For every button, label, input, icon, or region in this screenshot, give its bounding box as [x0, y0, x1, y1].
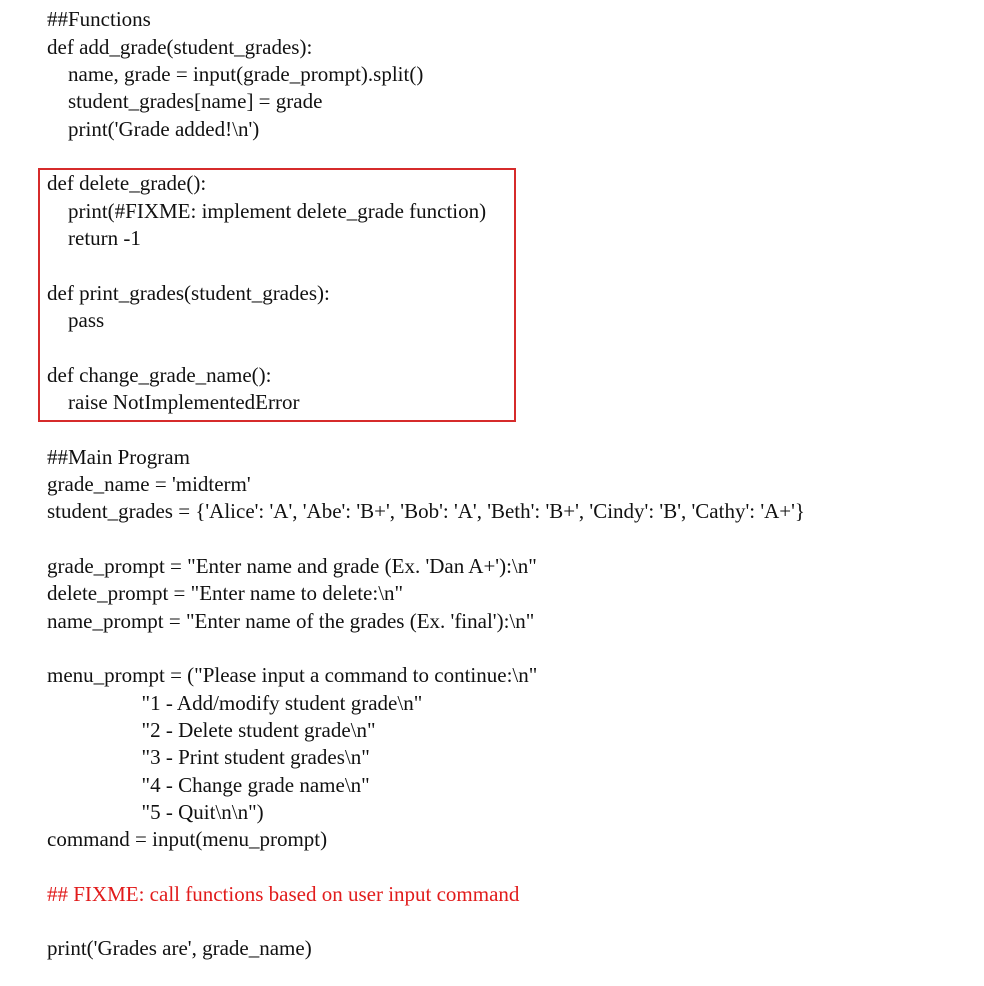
delete-return-line: return -1 [47, 226, 141, 250]
menu-prompt-line-5: "4 - Change grade name\n" [47, 773, 370, 797]
menu-prompt-line-2: "1 - Add/modify student grade\n" [47, 691, 423, 715]
command-line: command = input(menu_prompt) [47, 827, 328, 851]
menu-prompt-line-4: "3 - Print student grades\n" [47, 745, 370, 769]
add-print-line: print('Grade added!\n') [47, 117, 260, 141]
grade-prompt-line: grade_prompt = "Enter name and grade (Ex. 'Dan A+'):\n" [47, 554, 537, 578]
def-change-grade-name-line: def change_grade_name(): [47, 363, 272, 387]
delete-prompt-line: delete_prompt = "Enter name to delete:\n" [47, 581, 404, 605]
final-print-line: print('Grades are', grade_name) [47, 936, 312, 960]
functions-header: ##Functions [47, 7, 151, 31]
def-delete-grade-line: def delete_grade(): [47, 171, 207, 195]
name-prompt-line: name_prompt = "Enter name of the grades (Ex. 'final'):\n" [47, 609, 535, 633]
menu-prompt-line-3: "2 - Delete student grade\n" [47, 718, 376, 742]
add-input-line: name, grade = input(grade_prompt).split() [47, 62, 424, 86]
change-raise-line: raise NotImplementedError [47, 390, 300, 414]
add-assign-line: student_grades[name] = grade [47, 89, 323, 113]
menu-prompt-line-6: "5 - Quit\n\n") [47, 800, 264, 824]
def-add-grade-line: def add_grade(student_grades): [47, 35, 313, 59]
main-program-header: ##Main Program [47, 445, 190, 469]
def-print-grades-line: def print_grades(student_grades): [47, 281, 330, 305]
menu-prompt-line-1: menu_prompt = ("Please input a command to continue:\n" [47, 663, 538, 687]
fixme-comment-line: ## FIXME: call functions based on user input command [47, 882, 520, 906]
grade-name-line: grade_name = 'midterm' [47, 472, 251, 496]
print-pass-line: pass [47, 308, 105, 332]
delete-print-line: print(#FIXME: implement delete_grade function) [47, 199, 487, 223]
student-grades-line: student_grades = {'Alice': 'A', 'Abe': 'B+', 'Bob': 'A', 'Beth': 'B+', 'Cindy': 'B', 'Cathy': 'A+'} [47, 499, 805, 523]
